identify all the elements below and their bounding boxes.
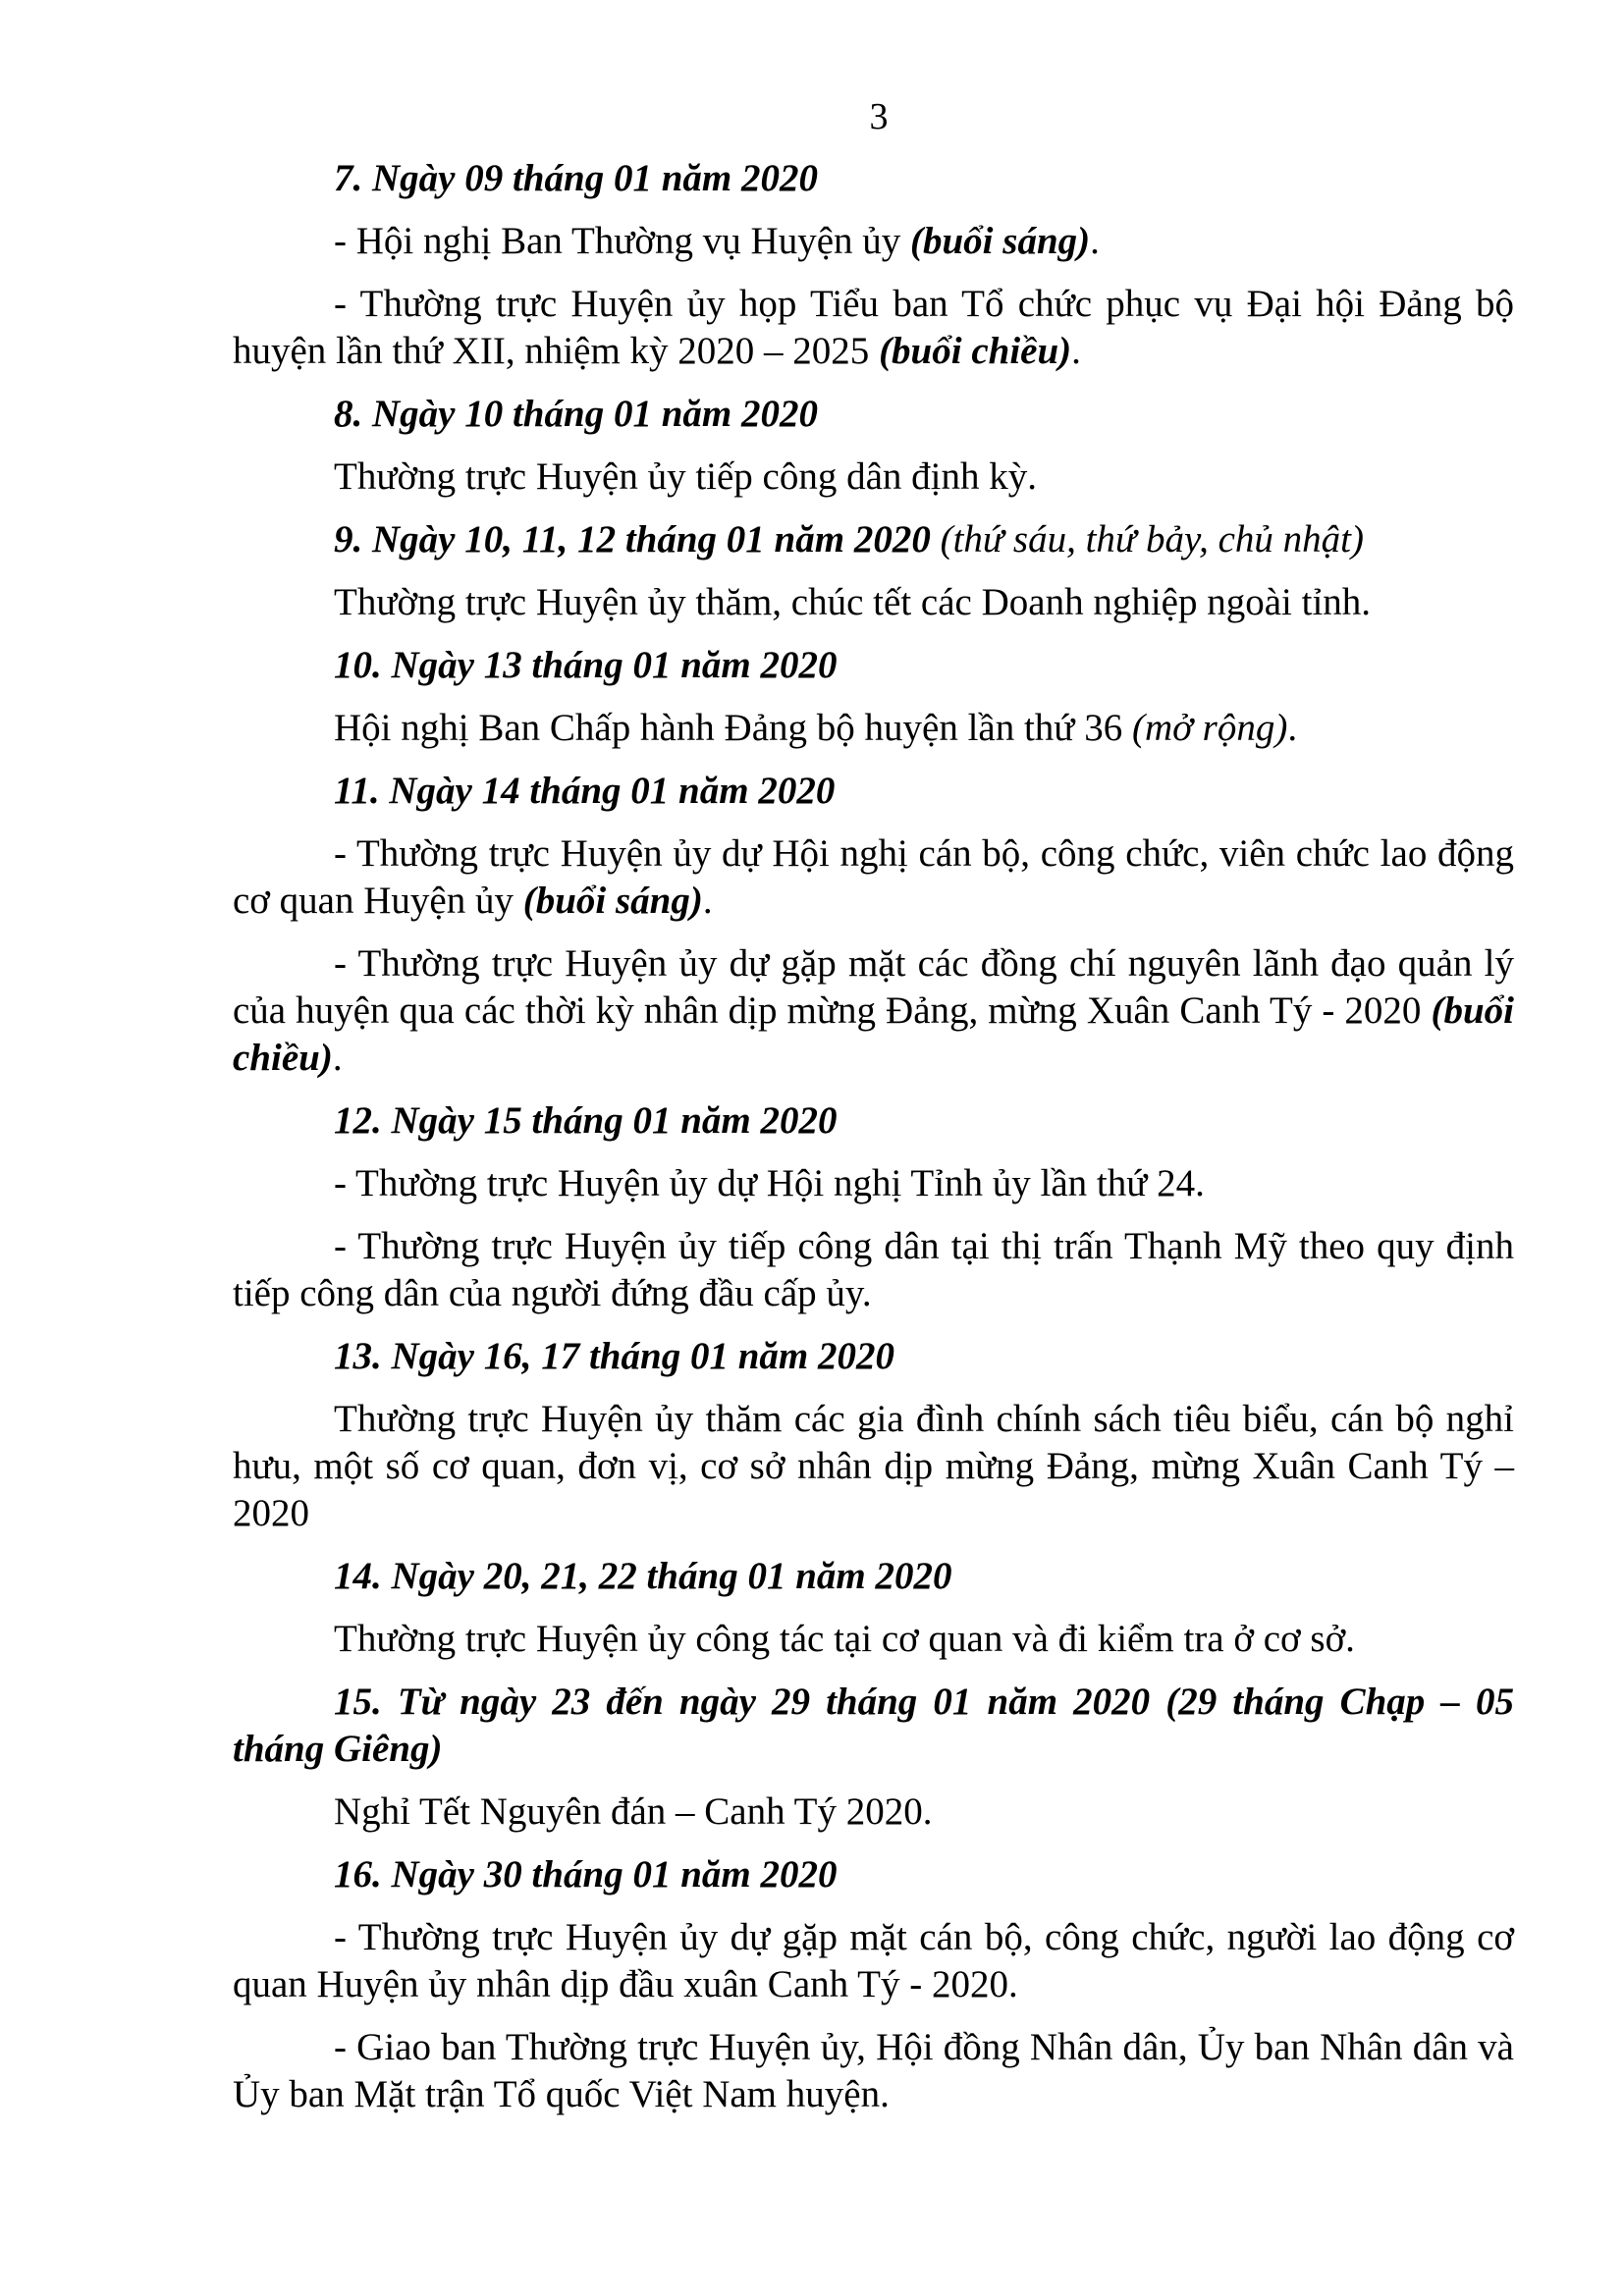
- paragraph: [233, 940, 1514, 1082]
- section-heading: 13. Ngày 16, 17 tháng 01 năm 2020: [334, 1335, 894, 1377]
- section-heading: 16. Ngày 30 tháng 01 năm 2020: [334, 1853, 838, 1896]
- section-15: [233, 1679, 1514, 1836]
- paragraph: - Thường trực Huyện ủy dự gặp mặt cán bộ, công chức, người lao động cơ quan Huyện ủy nhân dịp đầu xuân Canh Tý - 2020.: [233, 1916, 1514, 2005]
- section-heading: [233, 516, 1514, 563]
- section-16: [233, 1851, 1514, 2118]
- section-14: [233, 1553, 1514, 1663]
- section-heading: 8. Ngày 10 tháng 01 năm 2020: [334, 393, 818, 435]
- paragraph: Thường trực Huyện ủy thăm, chúc tết các Doanh nghiệp ngoài tỉnh.: [334, 581, 1372, 623]
- section-heading: 14. Ngày 20, 21, 22 tháng 01 năm 2020: [334, 1555, 952, 1597]
- section-7: [233, 155, 1514, 375]
- paragraph-text: - Hội nghị Ban Thường vụ Huyện ủy: [334, 220, 910, 262]
- section-12: [233, 1097, 1514, 1317]
- paragraph-end: .: [702, 880, 713, 922]
- paragraph-text: Hội nghị Ban Chấp hành Đảng bộ huyện lần thứ 36: [334, 707, 1132, 749]
- paragraph: Nghỉ Tết Nguyên đán – Canh Tý 2020.: [334, 1790, 933, 1833]
- time-note: (buổi chiều): [233, 989, 1514, 1079]
- paragraph-end: .: [1071, 330, 1081, 372]
- paragraph: - Thường trực Huyện ủy tiếp công dân tại thị trấn Thạnh Mỹ theo quy định tiếp công dân của người đứng đầu cấp ủy.: [233, 1225, 1514, 1314]
- section-heading: 15. Từ ngày 23 đến ngày 29 tháng 01 năm 2020 (29 tháng Chạp – 05 tháng Giêng): [233, 1681, 1514, 1770]
- paragraph-text: - Thường trực Huyện ủy dự Hội nghị cán bộ, công chức, viên chức lao động cơ quan Huyện ủy: [233, 832, 1514, 922]
- section-heading-text: 9. Ngày 10, 11, 12 tháng 01 năm 2020: [334, 518, 931, 561]
- paragraph-end: .: [332, 1037, 343, 1079]
- paragraph: [233, 705, 1514, 752]
- time-note: (buổi sáng): [910, 220, 1091, 262]
- document-body: [233, 155, 1514, 2134]
- paragraph-text: - Thường trực Huyện ủy họp Tiểu ban Tổ chức phục vụ Đại hội Đảng bộ huyện lần thứ XII, nhiệm kỳ 2020 – 2025: [233, 283, 1514, 372]
- scope-note: (mở rộng): [1131, 707, 1288, 749]
- paragraph: [233, 281, 1514, 375]
- section-heading: 11. Ngày 14 tháng 01 năm 2020: [334, 770, 836, 812]
- time-note: (buổi chiều): [879, 330, 1072, 372]
- paragraph-text: - Thường trực Huyện ủy dự gặp mặt các đồng chí nguyên lãnh đạo quản lý của huyện qua các thời kỳ nhân dịp mừng Đảng, mừng Xuân Canh Tý - 2020: [233, 942, 1514, 1032]
- paragraph: Thường trực Huyện ủy tiếp công dân định kỳ.: [334, 455, 1038, 498]
- paragraph: Thường trực Huyện ủy thăm các gia đình chính sách tiêu biểu, cán bộ nghỉ hưu, một số cơ quan, đơn vị, cơ sở nhân dịp mừng Đảng, mừng Xuân Canh Tý – 2020: [233, 1398, 1514, 1534]
- paragraph-end: .: [1090, 220, 1100, 262]
- paragraph: Thường trực Huyện ủy công tác tại cơ quan và đi kiểm tra ở cơ sở.: [334, 1618, 1355, 1660]
- section-13: [233, 1333, 1514, 1537]
- time-note: (buổi sáng): [522, 880, 703, 922]
- section-heading: 10. Ngày 13 tháng 01 năm 2020: [334, 644, 838, 686]
- section-10: [233, 642, 1514, 752]
- paragraph: [233, 830, 1514, 925]
- section-9: [233, 516, 1514, 626]
- paragraph: [233, 218, 1514, 265]
- section-heading: 7. Ngày 09 tháng 01 năm 2020: [334, 157, 818, 199]
- paragraph: - Giao ban Thường trực Huyện ủy, Hội đồng Nhân dân, Ủy ban Nhân dân và Ủy ban Mặt trận Tổ quốc Việt Nam huyện.: [233, 2026, 1514, 2115]
- section-heading: 12. Ngày 15 tháng 01 năm 2020: [334, 1099, 838, 1142]
- section-11: [233, 768, 1514, 1082]
- page-number: 3: [869, 96, 889, 137]
- paragraph: - Thường trực Huyện ủy dự Hội nghị Tỉnh ủy lần thứ 24.: [334, 1162, 1205, 1204]
- section-8: [233, 391, 1514, 501]
- section-heading-note: (thứ sáu, thứ bảy, chủ nhật): [930, 518, 1364, 561]
- paragraph-end: .: [1287, 707, 1298, 749]
